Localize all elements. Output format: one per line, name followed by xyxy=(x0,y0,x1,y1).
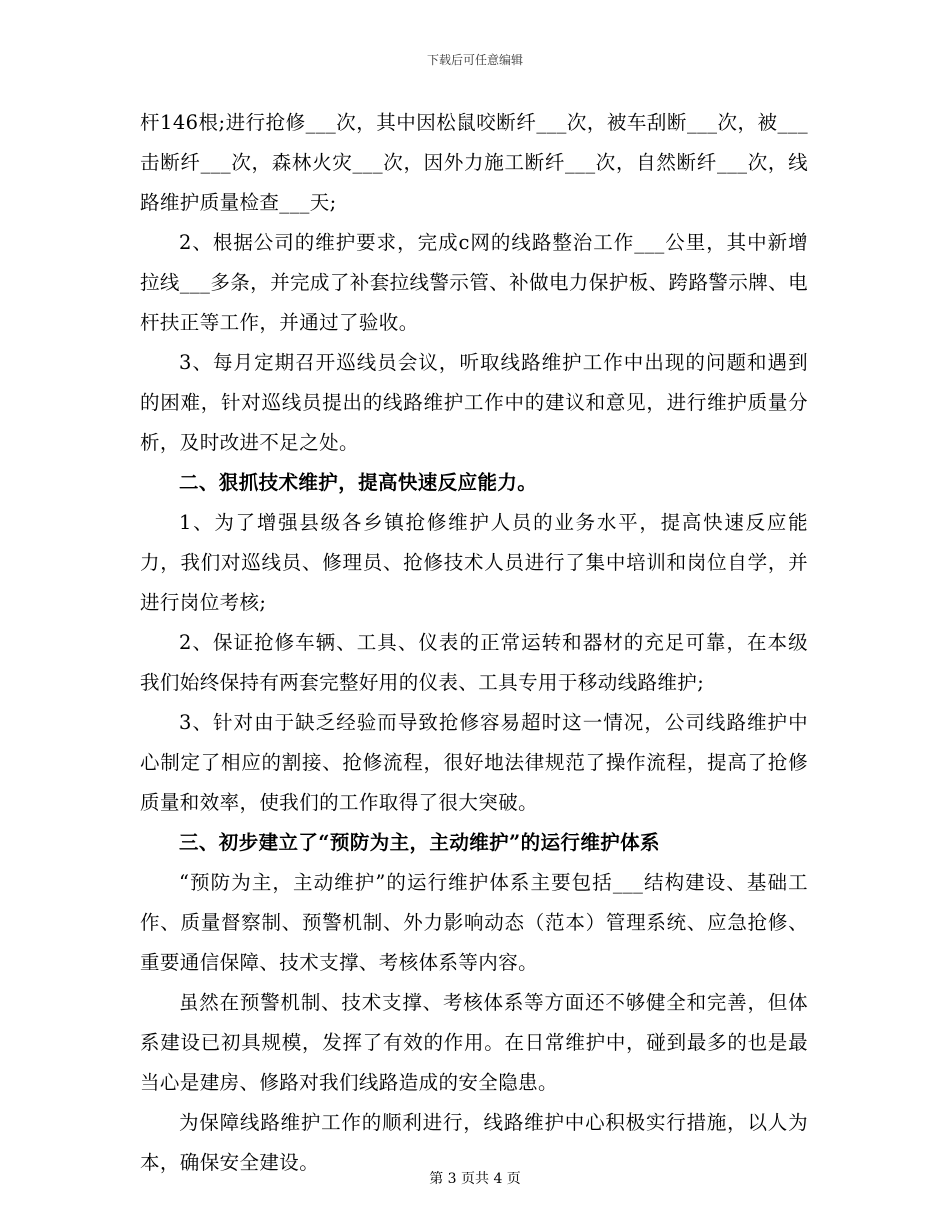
section-heading-3: 三、初步建立了“预防为主，主动维护”的运行维护体系 xyxy=(179,831,660,854)
paragraph-2: 2、根据公司的维护要求，完成c网的线路整治工作___公里，其中新增拉线___多条，并完成了补套拉线警示管、补做电力保护板、跨路警示牌、电杆扶正等工作，并通过了验收。 xyxy=(140,231,808,334)
paragraph-1: 杆146根;进行抢修___次，其中因松鼠咬断纤___次，被车刮断___次，被___击断纤___次，森林火灾___次，因外力施工断纤___次，自然断纤___次，线路维护质量检查___天; xyxy=(140,111,808,214)
section-heading-2: 二、狠抓技术维护，提高快速反应能力。 xyxy=(179,471,538,494)
document-body xyxy=(140,103,808,1183)
paragraph-3: 3、每月定期召开巡线员会议，听取线路维护工作中出现的问题和遇到的困难，针对巡线员提出的线路维护工作中的建议和意见，进行维护质量分析，及时改进不足之处。 xyxy=(140,351,808,454)
paragraph-9: “预防为主，主动维护”的运行维护体系主要包括___结构建设、基础工作、质量督察制、预警机制、外力影响动态（范本）管理系统、应急抢修、重要通信保障、技术支撑、考核体系等内容。 xyxy=(140,871,808,974)
paragraph-7: 3、针对由于缺乏经验而导致抢修容易超时这一情况，公司线路维护中心制定了相应的割接、抢修流程，很好地法律规范了操作流程，提高了抢修质量和效率，使我们的工作取得了很大突破。 xyxy=(140,711,808,814)
paragraph-6: 2、保证抢修车辆、工具、仪表的正常运转和器材的充足可靠，在本级我们始终保持有两套完整好用的仪表、工具专用于移动线路维护; xyxy=(140,631,808,694)
paragraph-11: 为保障线路维护工作的顺利进行，线路维护中心积极实行措施，以人为本，确保安全建设。 xyxy=(140,1111,808,1174)
paragraph-10: 虽然在预警机制、技术支撑、考核体系等方面还不够健全和完善，但体系建设已初具规模，发挥了有效的作用。在日常维护中，碰到最多的也是最当心是建房、修路对我们线路造成的安全隐患。 xyxy=(140,991,808,1094)
paragraph-5: 1、为了增强县级各乡镇抢修维护人员的业务水平，提高快速反应能力，我们对巡线员、修理员、抢修技术人员进行了集中培训和岗位自学，并进行岗位考核; xyxy=(140,511,808,614)
page-footer: 第 3 页共 4 页 xyxy=(429,1171,521,1187)
page-header: 下载后可任意编辑 xyxy=(426,53,523,67)
